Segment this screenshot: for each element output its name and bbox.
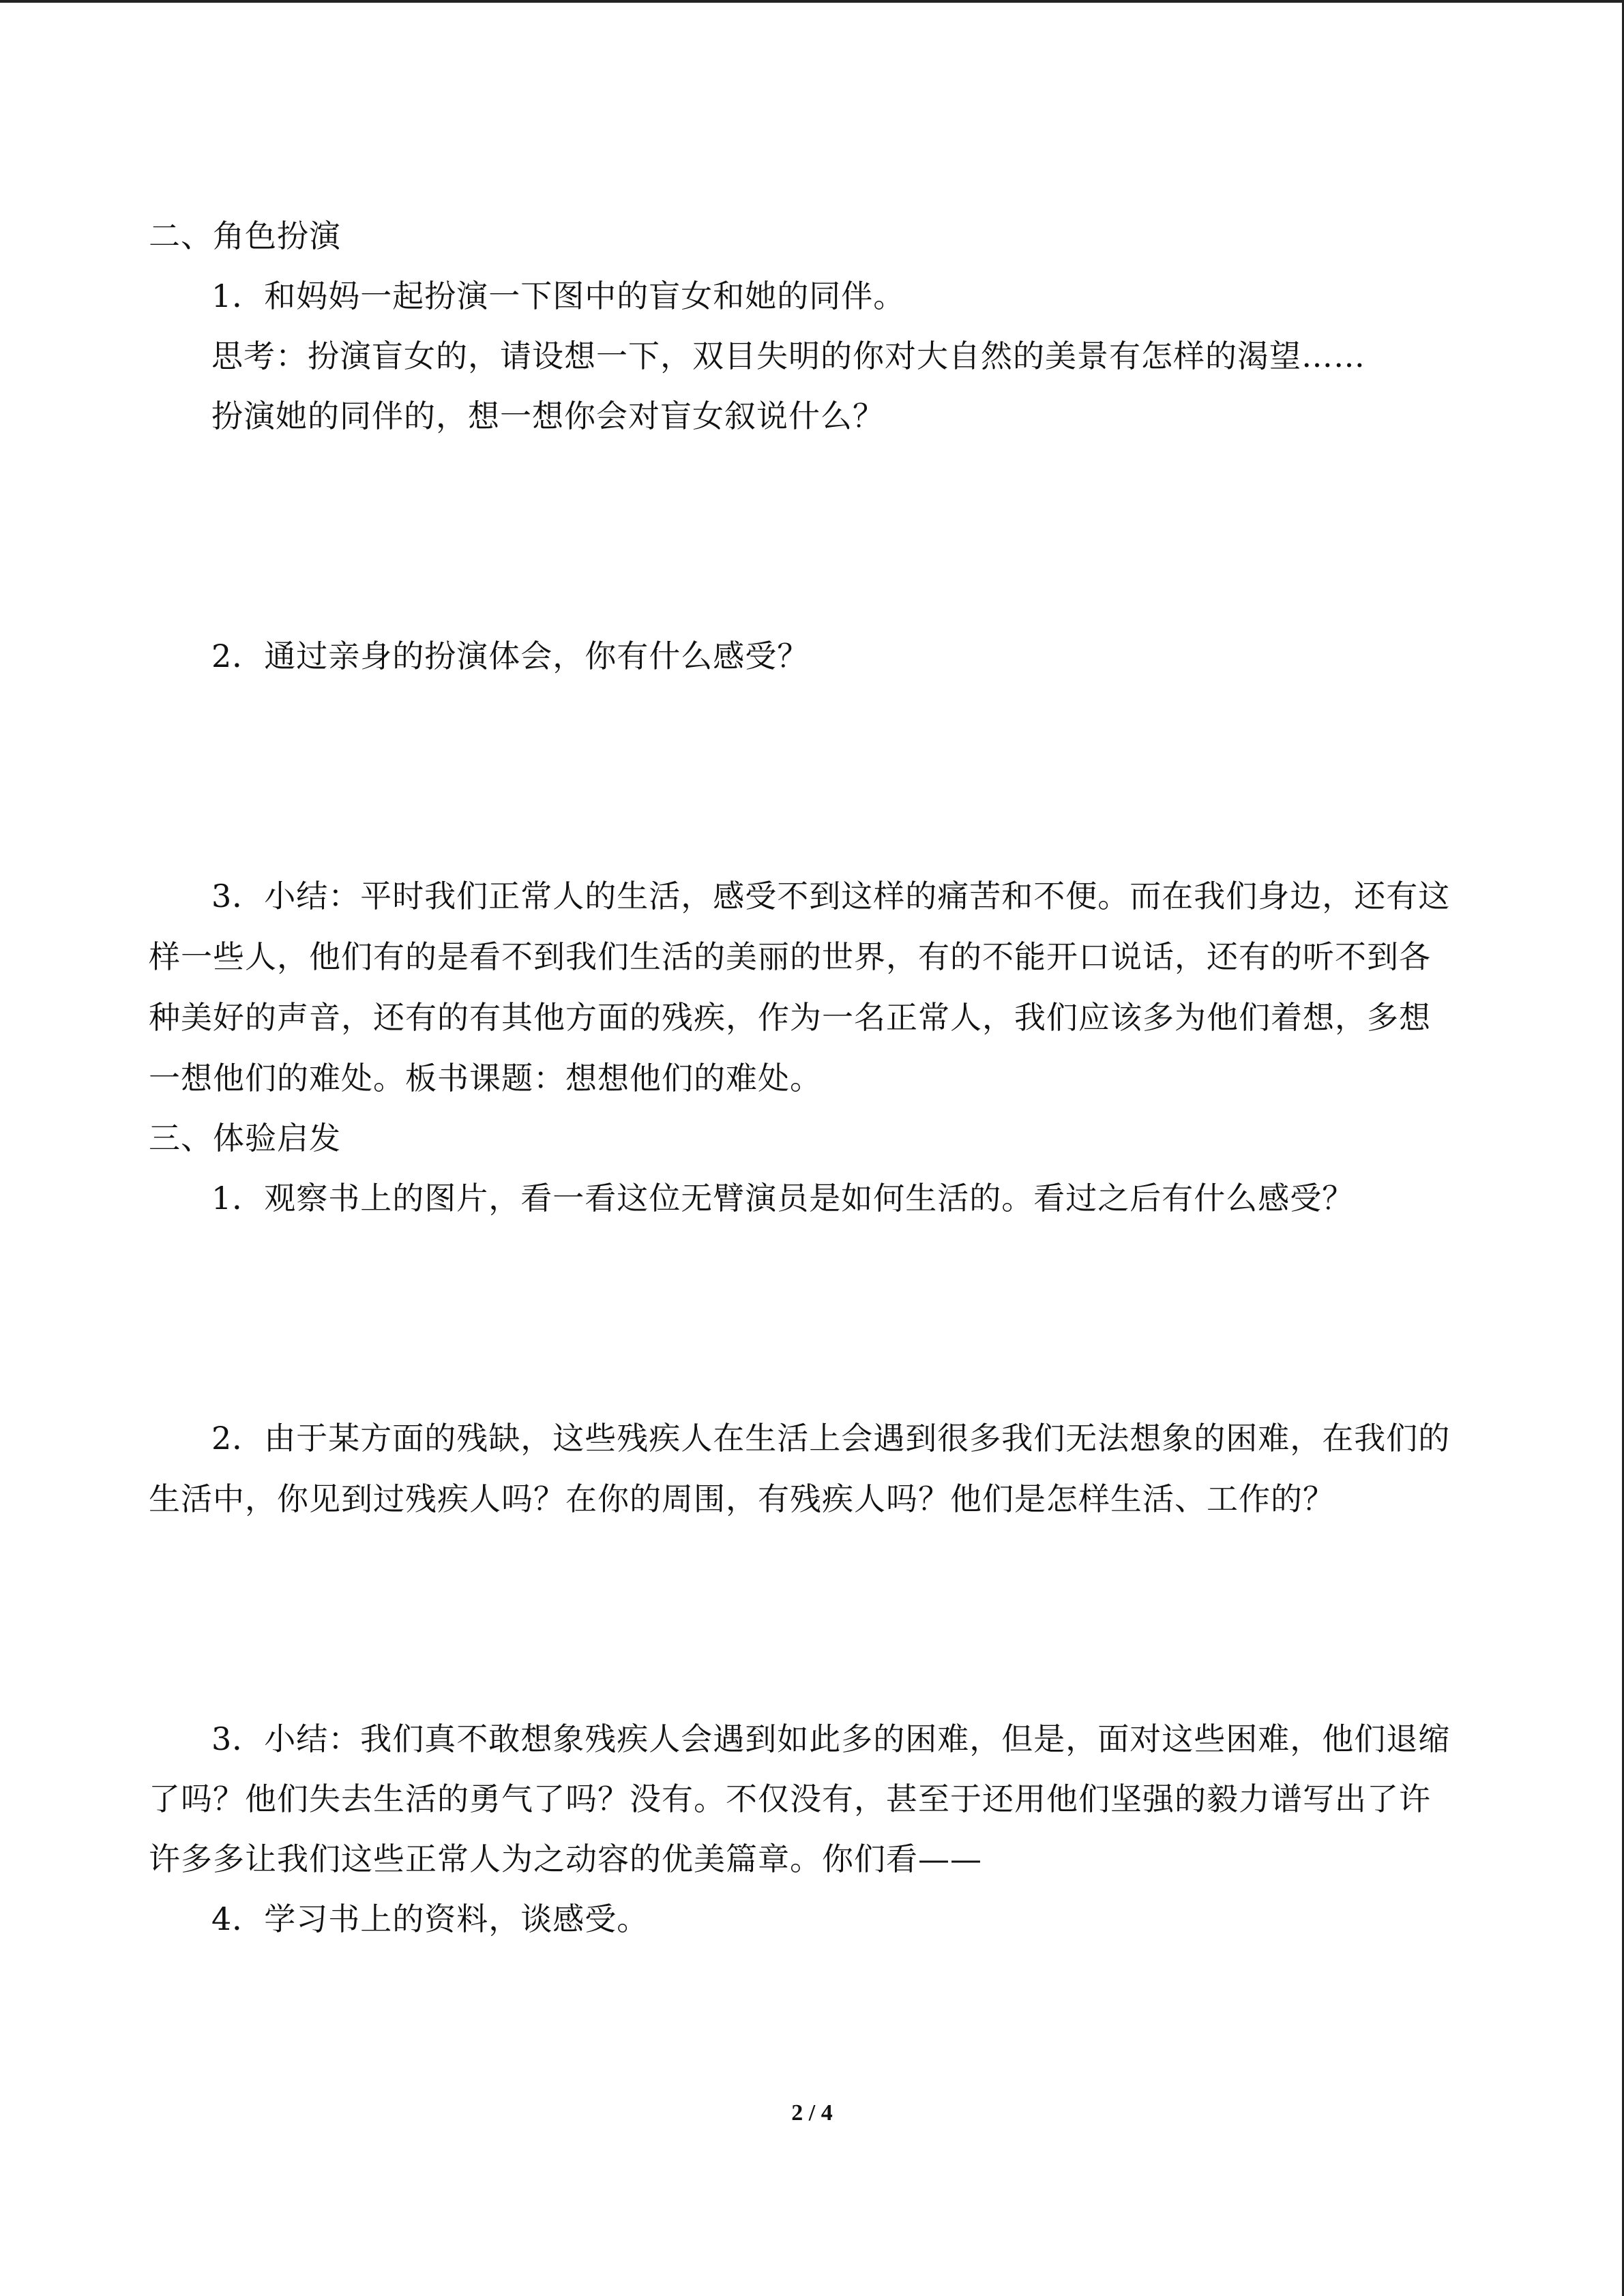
section-heading-role-play: 二、角色扮演 <box>149 218 341 254</box>
item-1-observe: 1．观察书上的图片，看一看这位无臂演员是如何生活的。看过之后有什么感受？ <box>211 1180 1355 1217</box>
item-4-study: 4．学习书上的资料，谈感受。 <box>211 1900 649 1937</box>
summary-2-line-2: 了吗？他们失去生活的勇气了吗？没有。不仅没有，甚至于还用他们坚强的毅力谱写出了许 <box>149 1780 1431 1817</box>
section-heading-experience: 三、体验启发 <box>149 1120 341 1157</box>
summary-1-line-2: 样一些人，他们有的是看不到我们生活的美丽的世界，有的不能开口说话，还有的听不到各 <box>149 938 1431 975</box>
companion-prompt: 扮演她的同伴的，想一想你会对盲女叙说什么？ <box>211 398 885 434</box>
page-top-border <box>0 0 1624 3</box>
summary-1-line-3: 种美好的声音，还有的有其他方面的残疾，作为一名正常人，我们应该多为他们着想，多想 <box>149 999 1431 1036</box>
think-prompt: 思考：扮演盲女的，请设想一下，双目失明的你对大自然的美景有怎样的渴望…… <box>211 338 1365 374</box>
item-1-role-play: 1．和妈妈一起扮演一下图中的盲女和她的同伴。 <box>211 278 906 314</box>
item-2-feeling: 2．通过亲身的扮演体会，你有什么感受？ <box>211 638 810 674</box>
item-2-line-1: 2．由于某方面的残缺，这些残疾人在生活上会遇到很多我们无法想象的困难，在我们的 <box>211 1420 1451 1457</box>
summary-2-line-1: 3．小结：我们真不敢想象残疾人会遇到如此多的困难，但是，面对这些困难，他们退缩 <box>211 1720 1451 1757</box>
item-2-line-2: 生活中，你见到过残疾人吗？在你的周围，有残疾人吗？他们是怎样生活、工作的？ <box>149 1480 1335 1517</box>
summary-2-line-3: 许多多让我们这些正常人为之动容的优美篇章。你们看—— <box>149 1840 982 1877</box>
page-number: 2 / 4 <box>791 2100 833 2126</box>
summary-1-line-1: 3．小结：平时我们正常人的生活，感受不到这样的痛苦和不便。而在我们身边，还有这 <box>211 878 1451 914</box>
summary-1-line-4: 一想他们的难处。板书课题：想想他们的难处。 <box>149 1060 822 1097</box>
